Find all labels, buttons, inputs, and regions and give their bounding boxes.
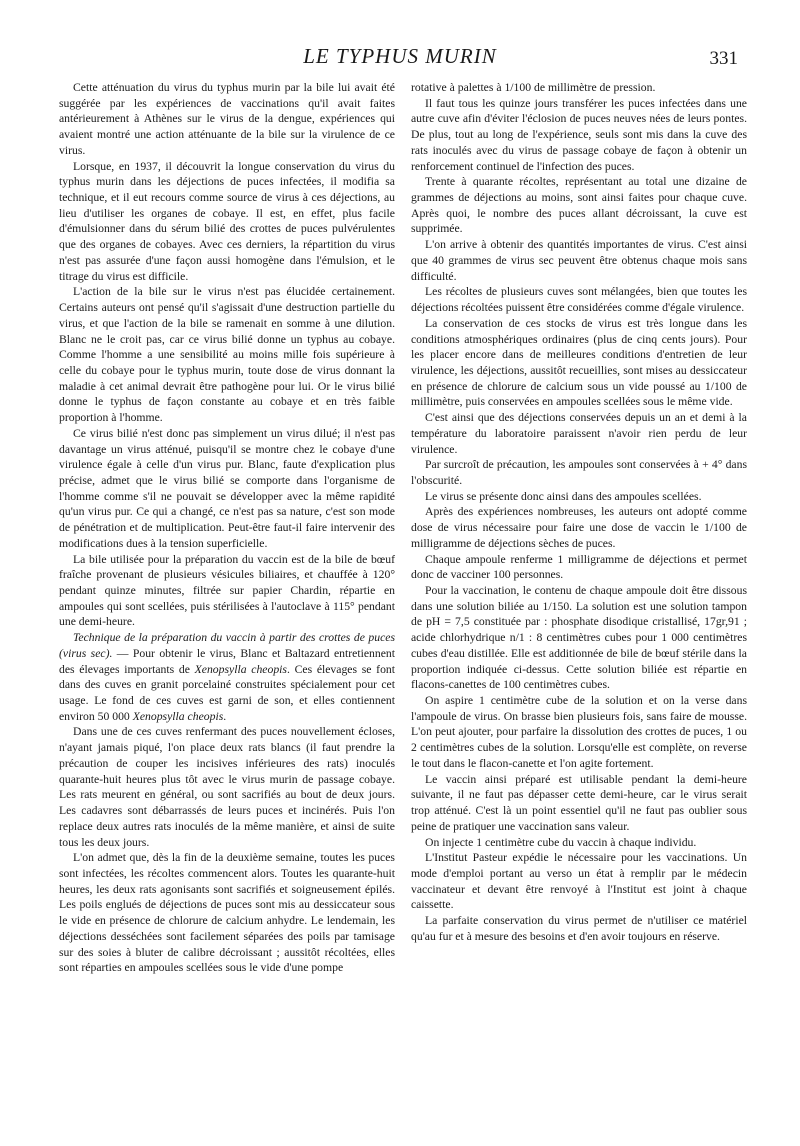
paragraph: La conservation de ces stocks de virus est très longue dans les conditions atmosphériques ordinaires (plus de cinq cents jours). Pour les placer encore dans de meilleures conditions d'entretien de leur virulence, les déjections, aussitôt recueillies, sont mises au dessiccateur en présence de chlorure de calcium sous un vide poussé au 1/100 de millimètre, puis conservées en ampoules scellées sous le même vide. [411,316,747,409]
left-column [59,80,395,976]
paragraph-continued: rotative à palettes à 1/100 de millimètre de pression. [411,81,656,94]
paragraph: On injecte 1 centimètre cube du vaccin à chaque individu. [425,835,697,849]
page-header [60,44,740,74]
paragraph: Le virus se présente donc ainsi dans des ampoules scellées. [425,489,702,503]
paragraph: Le vaccin ainsi préparé est utilisable pendant la demi-heure suivante, il ne faut pas dépasser cette demi-heure, car le virus serait trop atténué. C'est là un point essentiel qu'il ne faut pas oublier sous peine de pratiquer une vaccination sans valeur. [411,772,747,833]
paragraph: C'est ainsi que des déjections conservées depuis un an et demi à la température du laboratoire paraissent n'avoir rien perdu de leur virulence. [411,411,747,456]
paragraph: L'on admet que, dès la fin de la deuxième semaine, toutes les puces sont infectées, les récoltes commencent alors. Toutes les quarante-huit heures, les deux rats agonisants sont sacrifiés et soigneusement épilés. Les poils englués de déjections de puces sont mis au dessiccateur sous le vide en présence de chlorure de calcium anhydre. Le lendemain, les déjections desséchées sont facilement séparées des poils par tamisage sur des soies à bluter de calibre décroissant ; aussitôt récoltées, elles sont réparties en ampoules scellées sous le vide d'une pompe [59,851,395,975]
paragraph: L'on arrive à obtenir des quantités importantes de virus. C'est ainsi que 40 grammes de virus sec peuvent être obtenus chaque mois sans difficulté. [411,238,747,283]
species-name: Xenopsylla cheopis [132,709,224,723]
paragraph: Trente à quarante récoltes, représentant au total une dizaine de grammes de déjections au moins, sont ainsi faites pour chaque cuve. Après quoi, le nombre des puces allant décroissant, la cuve est supprimée. [411,175,747,236]
paragraph: La bile utilisée pour la préparation du vaccin est de la bile de bœuf fraîche provenant de plusieurs vésicules biliaires, et chauffée à 120° pendant quinze minutes, filtrée sur papier Chardin, répartie en ampoules qui sont scellées, puis stérilisées à l'autoclave à 115° pendant une demi-heure. [59,552,395,629]
paragraph: Il faut tous les quinze jours transférer les puces infectées dans une autre cuve afin d'éviter l'éclosion de puces neuves nées de leurs pontes. De plus, tout au long de l'expérience, seuls sont mis dans la cuve des rats inoculés avec du virus de passage cobaye de façon à obtenir un renforcement continuel de l'infection des puces. [411,96,747,173]
running-title: LE TYPHUS MURIN [303,44,497,68]
technique-body: . Ces élevages se font dans des cuves en granit porcelainé construites spécialement pour cet usage. Le fond de ces cuves est garni de son, et elles contiennent environ 50 000 [59,662,396,723]
paragraph: Dans une de ces cuves renfermant des puces nouvellement écloses, n'ayant jamais piqué, l'on place deux rats blancs (il faut prendre la précaution de couper les incisives inférieures des rats) inoculés quarante-huit heures plus tôt avec le virus murin de passage cobaye. Les rats meurent en général, ou sont sacrifiés au bout de deux jours. Les cadavres sont débarrassés de leurs puces et incinérés. Puis l'on replace deux autres rats inoculés de la même manière, et ainsi de suite tous les deux jours. [59,725,395,849]
technique-paragraph [59,630,395,724]
paragraph: Après des expériences nombreuses, les auteurs ont adopté comme dose de virus nécessaire pour faire une dose de vaccin le 1/100 de milligramme de déjections sèches de puces. [411,505,747,550]
paragraph: Lorsque, en 1937, il découvrit la longue conservation du virus du typhus murin dans les déjections de puces infectées, il modifia sa technique, et il eut recours comme source de virus à ces déjections, au lieu d'utiliser les organes de cobaye. Il est, en effet, plus facile d'émulsionner dans du sérum bilié des crottes de puces pulvérulentes que des organes de cobayes. Avec ces derniers, la répartition du virus n'est pas assurée d'une façon aussi homogène dans l'émulsion, et le titrage du virus est difficile. [59,159,395,283]
paragraph: Pour la vaccination, le contenu de chaque ampoule doit être dissous dans une solution biliée au 1/150. La solution est une solution tampon de pH = 7,5 constituée par : phosphate disodique cristallisé, 17gr,91 ; acide chlorhydrique n/1 : 8 centimètres cubes pour 1 000 centimètres cubes d'eau distillée. Elle est additionnée de bile de bœuf stérile dans la proportion indiquée ci-dessus. Cette solution biliée est répartie en flacons-canettes de 100 centimètres cubes. [411,584,747,692]
section-heading: Technique de la préparation du vaccin à partir des crottes de puces (virus sec). [59,631,395,660]
paragraph: Cette atténuation du virus du typhus murin par la bile lui avait été suggérée par les expériences de vaccinations qu'il avait faites antérieurement à Athènes sur le virus de la dengue, expériences qui avaient montré une action atténuante de la bile sur la virulence de ce virus. [59,81,395,157]
species-name: Xenopsylla cheopis [194,662,287,676]
paragraph: La parfaite conservation du virus permet de n'utiliser ce matériel qu'au fur et à mesure des besoins et d'en avoir toujours en réserve. [411,914,747,943]
paragraph: Ce virus bilié n'est donc pas simplement un virus dilué; il n'est pas davantage un virus atténué, puisqu'il se montre chez le cobaye d'une virulence égale à celle d'un virus pur. Blanc, faute d'explication plus précise, admet que le virus bilié se comporte dans l'organisme de l'homme comme s'il ne pouvait se développer avec la même rapidité qu'un virus pur. Ce qui a changé, ce n'est pas sa nature, c'est son mode de pénétration et de multiplication. Peut-être faut-il faire intervenir des modifications dues à la tension superficielle. [59,426,395,550]
paragraph: Chaque ampoule renferme 1 milligramme de déjections et permet donc de vacciner 100 personnes. [411,552,747,582]
page-number: 331 [709,48,738,69]
paragraph: L'Institut Pasteur expédie le nécessaire pour les vaccinations. Un mode d'emploi portant au verso un état à remplir par le médecin vaccinateur et devant être renvoyé à l'Institut est joint à chaque caissette. [411,851,747,912]
paragraph: Par surcroît de précaution, les ampoules sont conservées à + 4° dans l'obscurité. [411,458,747,487]
right-column [411,80,747,945]
paragraph: L'action de la bile sur le virus n'est pas élucidée certainement. Certains auteurs ont pensé qu'il s'agissait d'une destruction partielle du virus, et que l'action de la bile se ramenait en somme à une dilution. Blanc ne le croit pas, car ce virus bilié donne un typhus au cobaye. Comme l'homme a une sensibilité au moins mille fois supérieure à celle du cobaye pour le typhus murin, toute dose de virus donnant la maladie à cet animal devrait être pathogène pour lui. Or le virus bilié donne le typhus de façon constante au cobaye et en très faible proportion à l'homme. [59,285,395,425]
technique-end: . [223,709,227,723]
paragraph: On aspire 1 centimètre cube de la solution et on la verse dans l'ampoule de virus. On brasse bien plusieurs fois, sans faire de mousse. L'on peut ajouter, pour parfaire la dissolution des crottes de puces, 1 ou 2 centimètres cubes de la solution. Lorsqu'elle est complète, on reverse le tout dans le flacon-canette et l'on agite fortement. [411,694,747,770]
technique-intro: — Pour obtenir le virus, Blanc et Baltazard entretiennent des élevages importants de [59,646,395,676]
paragraph: Les récoltes de plusieurs cuves sont mélangées, bien que toutes les déjections récoltées puissent être considérées comme d'égale virulence. [411,285,747,315]
